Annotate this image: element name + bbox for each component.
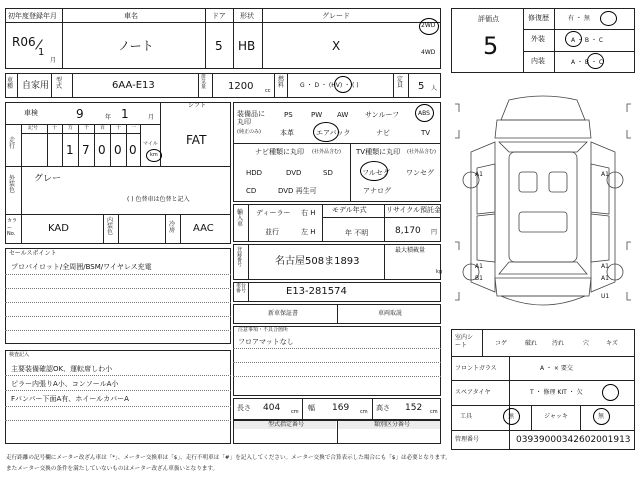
score-label: 評価点 — [478, 15, 499, 23]
height-unit: cm — [430, 409, 438, 415]
color-value: グレー — [34, 174, 62, 184]
equip-item: 本革 — [280, 129, 294, 137]
tv-sub: (社外品含む) — [407, 149, 436, 155]
spare-label: スペアタイヤ — [455, 389, 491, 396]
inspector-line: ピラー内張りA小、コンソールA小 — [11, 380, 119, 388]
equip-item: AW — [337, 111, 349, 119]
seat-item: コゲ — [495, 340, 508, 347]
mileage-header: 記号 — [28, 125, 39, 131]
tv-item: フルセグ — [362, 169, 390, 177]
width-unit: cm — [360, 409, 368, 415]
color-label: 外装色 — [9, 175, 16, 194]
mileage-digit: 0 — [98, 143, 106, 157]
mileage-header: 百 — [100, 125, 106, 131]
color-note: ( ) 色替車は色替と記入 — [127, 196, 190, 203]
equip-item: PW — [311, 111, 323, 119]
inspector-line: 主要装備確認OK、運転席しわ小 — [11, 365, 113, 373]
equip-item: サンルーフ — [365, 111, 400, 119]
airbag-circle — [313, 122, 339, 142]
model-year-label: モデル年式 — [332, 206, 367, 214]
manual-label: 車両取説 — [378, 310, 403, 317]
equipment-sub-label: (純正のみ) — [237, 129, 261, 135]
color-code-label: カラーNo. — [7, 218, 18, 237]
windshield-options: A ・ × 要交 — [540, 365, 573, 372]
exterior-label: 外装 — [531, 35, 545, 43]
jack-label: ジャッキ — [544, 413, 568, 420]
inspection-month: 1 — [121, 107, 129, 121]
vehicle-type: 自家用 — [22, 81, 50, 91]
grade-label: グレード — [322, 12, 350, 20]
first-reg-month: 1 — [38, 47, 45, 58]
equip-item: エアバック — [316, 129, 351, 137]
displacement-unit: cc — [265, 88, 271, 94]
damage-mark: A1 — [601, 263, 609, 270]
mileage-header: 万 — [68, 125, 74, 131]
recycle-label: リサイクル預託金 — [386, 206, 442, 214]
mileage-header: 一 — [131, 125, 137, 131]
capacity-value: 5 — [418, 81, 425, 92]
displacement-label: 排 気 量 — [201, 74, 207, 90]
equipment-label: 装備品に丸印 — [237, 110, 265, 127]
inspection-year-unit: 年 — [105, 114, 112, 121]
nav-item: DVD 再生可 — [278, 187, 317, 195]
seat-item: キズ — [606, 340, 618, 347]
sales-point-text: プロパイロット/全周囲/BSM/ワイヤレス充電 — [11, 263, 152, 271]
inspection-label: 車検 — [24, 109, 38, 117]
damage-mark: U1 — [601, 293, 610, 300]
mileage-label: 走 行 — [9, 137, 16, 150]
equip-item: PS — [284, 111, 293, 119]
interior-label: 内装 — [531, 57, 545, 65]
width-value: 169 — [332, 403, 350, 413]
model-label: 型 式 — [56, 77, 63, 90]
repair-selected-circle — [600, 11, 617, 26]
import-label: 輸入車 — [237, 209, 244, 228]
grade-value: X — [332, 39, 341, 53]
shape-label: 形状 — [240, 12, 254, 20]
first-reg-label: 初年度登録年月 — [8, 12, 57, 20]
capacity-unit: 人 — [431, 85, 438, 92]
inspection-year: 9 — [76, 107, 84, 121]
score-value: 5 — [483, 32, 499, 60]
spare-options: T ・ 修理 KIT ・ 欠 — [530, 389, 583, 396]
management-label: 管理番号 — [455, 436, 480, 443]
length-unit: cm — [291, 409, 299, 415]
recycle-unit: 円 — [431, 229, 438, 236]
tv-item: アナログ — [363, 187, 391, 195]
registration-number: 名古屋508ま1893 — [275, 256, 360, 267]
mileage-digit: 7 — [82, 143, 90, 157]
mileage-header: 千 — [84, 125, 90, 131]
damage-mark: A1 — [475, 171, 483, 178]
damage-mark: A1 — [601, 171, 609, 178]
tools-value: 無 — [508, 413, 515, 420]
notes-text: フロアマットなし — [238, 338, 294, 346]
fullseg-circle — [360, 161, 388, 181]
seat-item: 汚れ — [552, 340, 565, 347]
height-label: 高さ — [376, 404, 390, 412]
doors-value: 5 — [215, 39, 223, 53]
repair-label: 修復歴 — [528, 14, 549, 22]
fuel-options: G ・ D ・ (HV) ・ ( ) — [300, 82, 359, 89]
type-label: 型式指定番号 — [268, 421, 305, 428]
import-left: 左 H — [301, 228, 316, 236]
car-diagram — [451, 92, 635, 320]
nav-item: SD — [323, 169, 333, 177]
spare-selected-circle — [602, 384, 619, 401]
mileage-km-label: km — [150, 152, 158, 158]
displacement-value: 1200 — [228, 81, 254, 92]
jack-value: 無 — [598, 413, 605, 420]
damage-mark: A1 — [601, 275, 609, 282]
height-value: 152 — [405, 403, 423, 413]
width-label: 幅 — [308, 404, 315, 412]
drive-4wd: 4WD — [421, 49, 436, 56]
interior-options: A ・ B ・ C — [571, 59, 604, 66]
mileage-mile-label: マイル — [143, 141, 158, 147]
load-label: 最大積載量 — [395, 247, 426, 254]
notes-label: 注意事項・不具合箇所 — [238, 327, 289, 333]
inspection-month-unit: 月 — [148, 114, 155, 121]
sales-point-label: セールスポイント — [9, 250, 57, 257]
doors-label: ドア — [212, 12, 226, 20]
interior-selected-circle — [587, 53, 604, 69]
repair-options: 有 ・ 無 — [568, 15, 590, 22]
footer-line-2: またメーター交換の条件を満たしていないものはメーター改ざん車扱いとなります。 — [6, 466, 219, 472]
drive-2wd: 2WD — [421, 22, 436, 29]
mileage-header: 十 — [52, 125, 58, 131]
first-reg-month-unit: 月 — [50, 57, 57, 64]
damage-mark: A1 — [475, 263, 483, 270]
tools-label: 工具 — [460, 413, 473, 420]
footer-line-1: 走行距離の記号欄にメーター改ざん車は「*」、メーター交換車は「$」、走行不明車は「#」を記入してください。メーター交換で合算表示した場合にも「$」は必要となります。 — [6, 455, 451, 461]
damage-mark: B1 — [475, 275, 483, 282]
model-year-value: 年 不明 — [345, 229, 369, 237]
interior-color-label: 内装色 — [107, 217, 114, 236]
import-right: 右 H — [301, 209, 316, 217]
length-value: 404 — [263, 403, 281, 413]
inspector-label: 検査記入 — [9, 352, 30, 358]
capacity-label: 定 員 — [397, 76, 404, 89]
model-value: 6AA-E13 — [112, 80, 155, 91]
mileage-header: 十 — [116, 125, 122, 131]
notes-frame — [233, 326, 441, 396]
chassis-number: E13-281574 — [286, 286, 347, 297]
exterior-options: A ・ B ・ C — [571, 37, 604, 44]
shift-value: FAT — [186, 133, 207, 147]
class-label: 類別区分番号 — [374, 421, 411, 428]
mileage-digit: 0 — [114, 143, 122, 157]
fuel-label: 燃 料 — [278, 76, 285, 89]
load-unit: kg — [436, 269, 443, 275]
nav-item: DVD — [286, 169, 302, 177]
nav-item: CD — [246, 187, 257, 195]
vehicle-label: 車 種 — [7, 77, 14, 90]
tv-header: TV種類に丸印 — [356, 148, 401, 156]
import-parallel: 並行 — [265, 228, 279, 236]
first-reg-era: R06 — [12, 35, 36, 49]
car-name-label: 車名 — [124, 12, 138, 20]
mileage-digit: 1 — [66, 143, 74, 157]
shift-label: シフト — [188, 102, 207, 109]
nav-header: ナビ種類に丸印 — [255, 148, 304, 156]
windshield-label: フロントガラス — [455, 365, 497, 372]
ac-value: AAC — [193, 223, 214, 234]
recycle-value: 8,170 — [395, 226, 421, 236]
shape-value: HB — [238, 39, 256, 53]
management-number: 03939000342602001913 — [516, 435, 631, 445]
equip-item: TV — [421, 129, 431, 137]
registration-label: 登録番号 — [237, 247, 243, 268]
tv-item: ワンセグ — [406, 169, 434, 177]
exterior-selected-circle — [565, 31, 582, 47]
row2-frame — [5, 73, 441, 98]
color-code-value: KAD — [48, 223, 69, 234]
ac-label: 冷房 — [169, 221, 176, 234]
car-name: ノート — [118, 39, 154, 53]
chassis-label: 車台番号 — [236, 283, 247, 294]
fuel-selected-circle — [334, 76, 352, 93]
nav-item: HDD — [246, 169, 263, 177]
seat-item: 穴 — [583, 340, 590, 347]
length-label: 長さ — [237, 404, 251, 412]
inspector-line: Fバンパー下面A有、ホイールカバーA — [11, 395, 129, 403]
seat-item: 破れ — [525, 340, 538, 347]
nav-sub: (社外品含む) — [312, 149, 341, 155]
equip-item: ABS — [418, 110, 430, 117]
import-dealer: ディーラー — [256, 209, 291, 217]
new-warranty-label: 新車保証書 — [268, 310, 299, 317]
mileage-digit: 0 — [129, 143, 137, 157]
seat-label: 室内シート — [455, 334, 474, 350]
equip-item: ナビ — [376, 129, 390, 137]
